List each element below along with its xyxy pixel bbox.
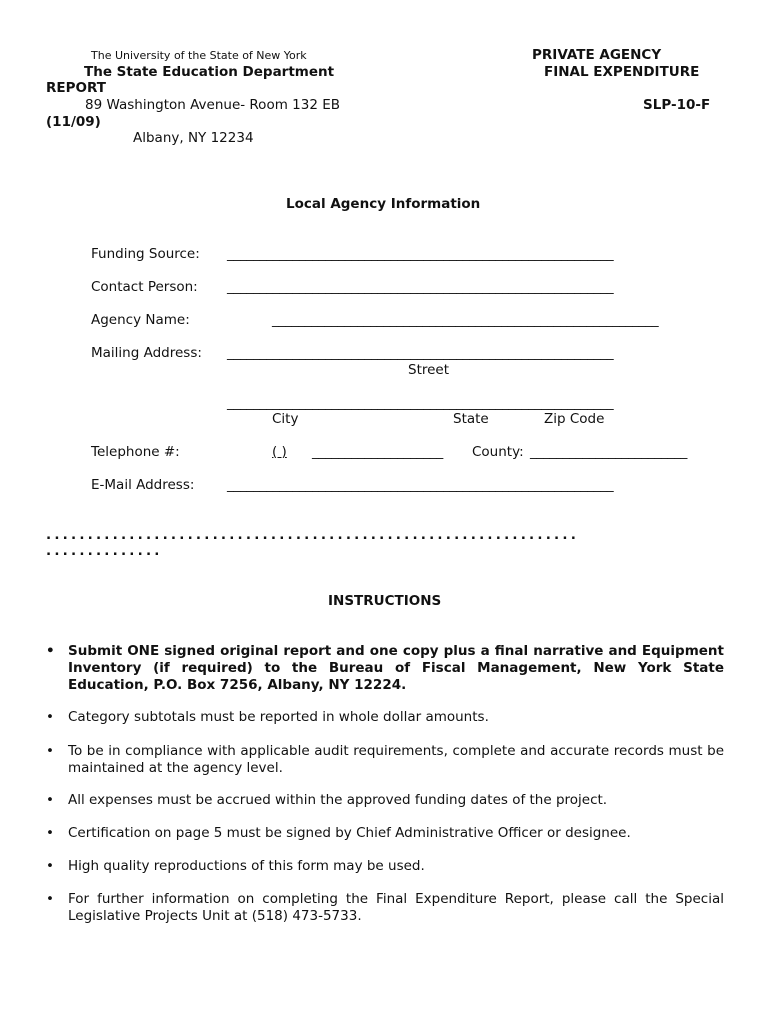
instruction-text: Submit ONE signed original report and one copy plus a final narrative and Equipment Inventory (if required) to the Bureau of Fiscal Management, New York State Education, P.O. Box 7256, Albany, NY 12224. (68, 643, 724, 693)
instructions-title: INSTRUCTIONS (328, 593, 442, 609)
instruction-item (46, 792, 724, 809)
bullet-icon: • (46, 825, 54, 841)
instruction-text: Certification on page 5 must be signed by Chief Administrative Officer or designee. (68, 825, 631, 841)
university-name: The University of the State of New York (91, 49, 307, 62)
date-code: (11/09) (46, 114, 101, 130)
state-caption: State (453, 411, 489, 427)
county-field[interactable]: ________________________ (530, 444, 688, 460)
email-field[interactable]: ___________________________________________________________ (227, 477, 614, 493)
city-state-zip-field[interactable]: ___________________________________________________________ (227, 395, 614, 411)
bullet-icon: • (46, 743, 54, 759)
instruction-item (46, 891, 724, 925)
funding-source-label: Funding Source: (91, 246, 200, 262)
form-number: SLP-10-F (643, 97, 711, 113)
agency-type: PRIVATE AGENCY (532, 47, 662, 63)
street-caption: Street (408, 362, 450, 378)
contact-person-field[interactable]: ___________________________________________________________ (227, 279, 614, 295)
instruction-text: Category subtotals must be reported in whole dollar amounts. (68, 709, 489, 725)
dotted-separator-line-1: ................................................................ (46, 527, 580, 543)
street-field[interactable]: ___________________________________________________________ (227, 345, 614, 361)
instruction-item (46, 709, 724, 726)
funding-source-field[interactable]: ___________________________________________________________ (227, 246, 614, 262)
city-caption: City (272, 411, 299, 427)
county-label: County: (472, 444, 524, 460)
instruction-text: For further information on completing the Final Expenditure Report, please call the Special Legislative Projects Unit at (518) 473-5733. (68, 891, 724, 924)
zip-caption: Zip Code (544, 411, 605, 427)
instruction-text: High quality reproductions of this form may be used. (68, 858, 425, 874)
bullet-icon: • (46, 891, 54, 907)
agency-name-field[interactable]: ___________________________________________________________ (272, 312, 659, 328)
report-word: REPORT (46, 80, 106, 96)
telephone-label: Telephone #: (91, 444, 180, 460)
bullet-icon: • (46, 709, 54, 725)
instruction-item (46, 643, 724, 694)
area-code-field[interactable]: ( ) (272, 444, 287, 460)
phone-number-field[interactable]: ____________________ (312, 444, 444, 460)
address-line: 89 Washington Avenue- Room 132 EB (85, 97, 340, 113)
city-line: Albany, NY 12234 (133, 130, 254, 146)
instruction-item (46, 858, 724, 875)
agency-name-label: Agency Name: (91, 312, 190, 328)
dotted-separator-line-2: .............. (46, 543, 163, 559)
section-title: Local Agency Information (286, 196, 481, 212)
instruction-item (46, 743, 724, 777)
mailing-address-label: Mailing Address: (91, 345, 202, 361)
instruction-item (46, 825, 724, 842)
bullet-icon: • (46, 858, 54, 874)
instruction-text: All expenses must be accrued within the approved funding dates of the project. (68, 792, 608, 808)
email-label: E-Mail Address: (91, 477, 195, 493)
bullet-icon: • (46, 792, 54, 808)
report-title: FINAL EXPENDITURE (544, 64, 700, 80)
instruction-text: To be in compliance with applicable audit requirements, complete and accurate records must be maintained at the agency level. (68, 743, 724, 776)
bullet-icon: • (46, 643, 55, 659)
department-name: The State Education Department (84, 64, 335, 80)
contact-person-label: Contact Person: (91, 279, 198, 295)
